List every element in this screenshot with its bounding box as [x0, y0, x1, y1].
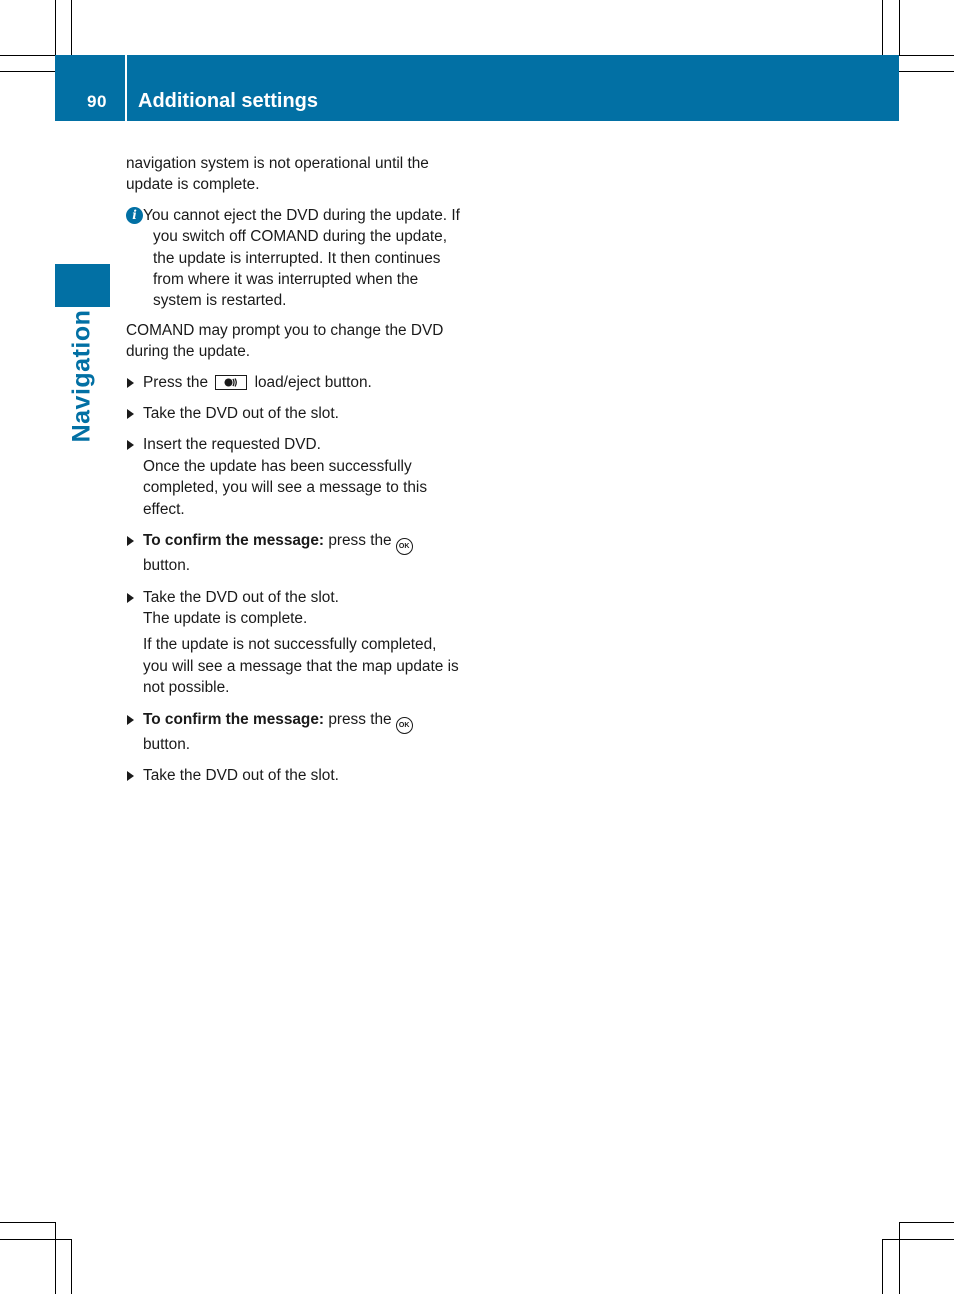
crop-mark — [882, 1239, 954, 1240]
crop-mark — [0, 55, 55, 56]
crop-mark — [71, 1239, 72, 1294]
step-bold-label: To confirm the message: — [143, 710, 325, 728]
ok-button-icon: OK — [396, 717, 413, 734]
paragraph: navigation system is not operational until the update is complete. — [126, 155, 429, 194]
step-arrow-icon — [127, 440, 134, 450]
crop-mark — [55, 1222, 56, 1294]
step-text: Take the DVD out of the slot. — [143, 766, 339, 784]
step-note: If the update is not successfully completed, you will see a message that the map update is not possible. — [143, 636, 459, 697]
page-header — [55, 55, 899, 121]
info-text: You cannot eject the DVD during the update. If you switch off COMAND during the update, the update is interrupted. It then continues from where it was interrupted when the system is restarted. — [143, 206, 460, 310]
crop-mark — [899, 1222, 900, 1294]
crop-mark — [0, 1239, 71, 1240]
step-arrow-icon — [127, 536, 134, 546]
ok-button-icon: OK — [396, 538, 413, 555]
chapter-tab — [55, 264, 110, 307]
step-result: The update is complete. — [143, 609, 308, 627]
section-title: Additional settings — [138, 90, 318, 112]
crop-mark — [0, 1222, 55, 1223]
instruction-step — [126, 587, 461, 699]
crop-mark — [899, 71, 954, 72]
paragraph: COMAND may prompt you to change the DVD during the update. — [126, 321, 444, 361]
step-text: load/eject button. — [254, 373, 372, 391]
step-text: Take the DVD out of the slot. — [143, 588, 339, 606]
step-text: button. — [143, 557, 191, 575]
crop-mark — [882, 0, 883, 55]
instruction-step — [126, 765, 461, 786]
crop-mark — [55, 0, 56, 55]
step-arrow-icon — [127, 593, 134, 603]
crop-mark — [0, 71, 55, 72]
step-result: Once the update has been successfully completed, you will see a message to this effect. — [143, 457, 428, 518]
step-bold-label: To confirm the message: — [143, 532, 325, 550]
header-divider — [125, 55, 127, 121]
step-arrow-icon — [127, 771, 134, 781]
crop-mark — [71, 0, 72, 55]
step-arrow-icon — [127, 378, 134, 388]
instruction-step — [126, 709, 461, 755]
body-text — [126, 153, 461, 796]
step-text: button. — [143, 735, 191, 753]
step-text: press the — [328, 710, 392, 728]
instruction-step — [126, 403, 461, 424]
crop-mark — [899, 55, 954, 56]
step-text: Press the — [143, 373, 209, 391]
crop-mark — [899, 0, 900, 55]
crop-mark — [882, 1239, 883, 1294]
info-note — [126, 205, 461, 312]
step-text: press the — [328, 532, 392, 550]
step-arrow-icon — [127, 715, 134, 725]
page-number: 90 — [87, 92, 107, 111]
chapter-label: Navigation — [67, 309, 96, 443]
crop-mark — [899, 1222, 954, 1223]
info-icon: i — [126, 207, 143, 224]
instruction-step — [126, 434, 461, 520]
step-text: Take the DVD out of the slot. — [143, 405, 339, 423]
instruction-step — [126, 530, 461, 576]
eject-button-icon — [215, 375, 247, 390]
step-text: Insert the requested DVD. — [143, 436, 321, 454]
instruction-step — [126, 372, 461, 393]
step-arrow-icon — [127, 409, 134, 419]
